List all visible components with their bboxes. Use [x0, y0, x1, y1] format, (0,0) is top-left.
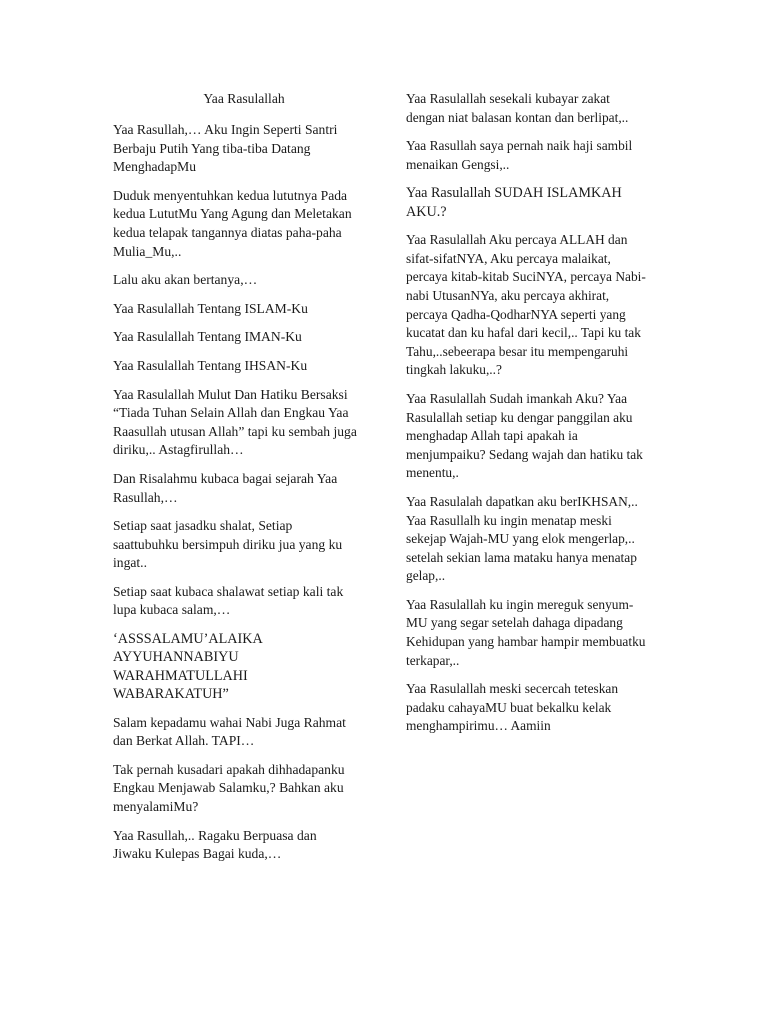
paragraph: Yaa Rasulallah meski secercah teteskan padaku cahayaMU buat bekalku kelak menghampirimu… Aamiin — [406, 681, 619, 734]
paragraph: Yaa Rasulallah SUDAH ISLAMKAH AKU.? — [406, 185, 622, 220]
salam-paragraph: ‘ASSSALAMU’ALAIKA AYYUHANNABIYU WARAHMATULLAHI WABARAKATUH” — [113, 631, 263, 703]
right-column — [406, 90, 654, 746]
paragraph: Yaa Rasullah,.. Ragaku Berpuasa dan Jiwaku Kulepas Bagai kuda,… — [113, 827, 317, 862]
paragraph: Setiap saat jasadku shalat, Setiap saattubuhku bersimpuh diriku jua yang ku ingat.. — [113, 518, 343, 571]
paragraph: Yaa Rasulallah Tentang IMAN-Ku — [113, 329, 302, 345]
paragraph: Salam kepadamu wahai Nabi Juga Rahmat dan Berkat Allah. TAPI… — [113, 714, 346, 749]
paragraph: Yaa Rasullah,… Aku Ingin Seperti Santri Berbaju Putih Yang tiba-tiba Datang MenghadapMu — [113, 122, 338, 175]
paragraph: Lalu aku akan bertanya,… — [113, 272, 258, 288]
paragraph: Duduk menyentuhkan kedua lututnya Pada kedua LututMu Yang Agung dan Meletakan kedua telapak tangannya diatas paha-paha Mulia_Mu,.. — [113, 187, 352, 259]
paragraph: Yaa Rasulallah Tentang IHSAN-Ku — [113, 357, 308, 373]
left-column — [113, 90, 375, 874]
document-title: Yaa Rasulallah — [203, 91, 285, 106]
paragraph: Yaa Rasulalah dapatkan aku berIKHSAN,.. Yaa Rasullalh ku ingin menatap meski sekejap Wajah-MU yang elok mengerlap,.. setelah sekian lama mataku hanya menatap gelap,.. — [406, 493, 638, 584]
paragraph: Yaa Rasulallah Aku percaya ALLAH dan sifat-sifatNYA, Aku percaya malaikat, percaya kitab-kitab SuciNYA, percaya Nabi- nabi UtusanNYa, aku percaya akhirat, percaya Qadha-QodharNYA seperti yang kucatat dan ku hafal dari kecil,.. Tapi ku tak Tahu,..sebeerapa besar itu mempengaruhi tingkah lakuku,..? — [406, 232, 646, 378]
paragraph: Tak pernah kusadari apakah dihhadapanku Engkau Menjawab Salamku,? Bahkan aku menyalamiMu? — [113, 761, 345, 815]
paragraph: Yaa Rasulallah sesekali kubayar zakat dengan niat balasan kontan dan berlipat,.. — [406, 91, 629, 125]
paragraph: Yaa Rasulallah Mulut Dan Hatiku Bersaksi “Tiada Tuhan Selain Allah dan Engkau Yaa Raasullah utusan Allah” tapi ku sembah juga diriku,.. Astagfirullah… — [113, 386, 357, 458]
paragraph: Dan Risalahmu kubaca bagai sejarah Yaa Rasullah,… — [113, 470, 338, 505]
paragraph: Yaa Rasulallah ku ingin mereguk senyum- MU yang segar setelah dahaga dipadang Kehidupan yang hambar hampir membuatku terkapar,.. — [406, 596, 646, 668]
paragraph: Yaa Rasulallah Tentang ISLAM-Ku — [113, 300, 308, 316]
paragraph: Yaa Rasullah saya pernah naik haji sambil menaikan Gengsi,.. — [406, 138, 633, 172]
paragraph: Yaa Rasulallah Sudah imankah Aku? Yaa Rasulallah setiap ku dengar panggilan aku menghadap Allah tapi apakah ia menjumpaiku? Sedang wajah dan hatiku tak menentu,. — [406, 390, 643, 481]
paragraph: Setiap saat kubaca shalawat setiap kali tak lupa kubaca salam,… — [113, 583, 344, 618]
